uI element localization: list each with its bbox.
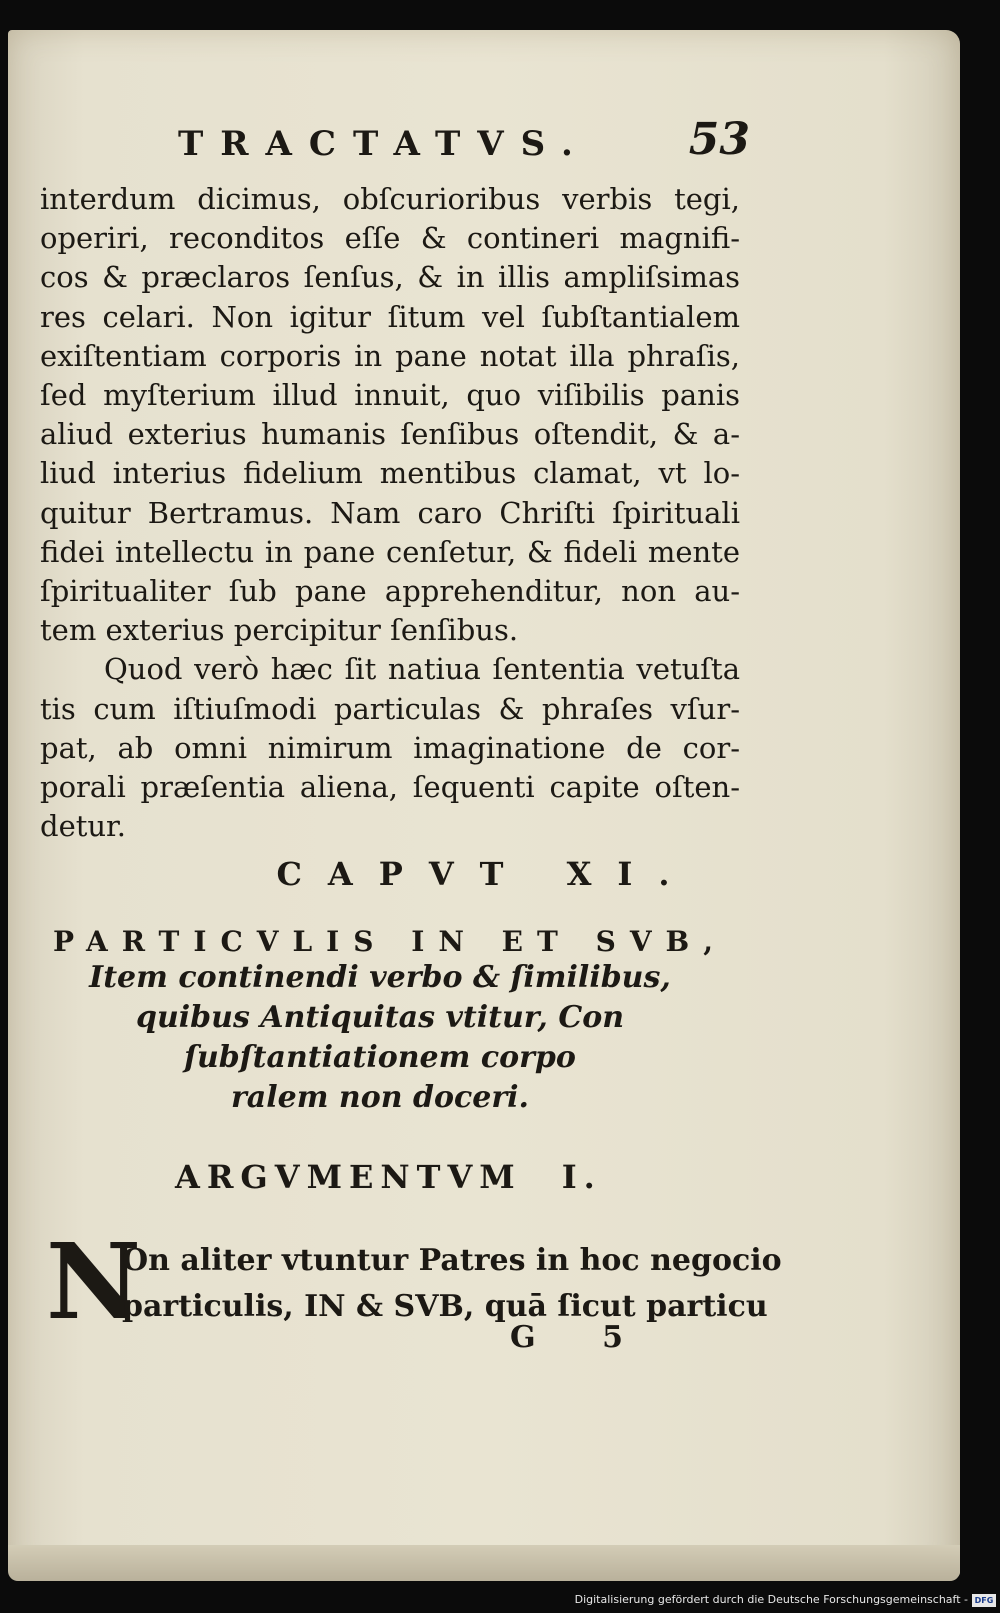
chapter-heading: CAPVT XI.	[276, 855, 696, 893]
text-line: quitur Bertramus. Nam caro Chriſti ſpirituali	[40, 495, 740, 530]
text-line: exiſtentiam corporis in pane notat illa phraſis,	[40, 338, 740, 373]
text-line: particulis, IN & SVB, quā ſicut particu	[122, 1289, 768, 1324]
drop-cap: N	[46, 1220, 142, 1343]
text-line: ſed myſterium illud innuit, quo viſibilis panis	[40, 378, 740, 413]
chapter-title-line: ſubſtantiationem corpo	[184, 1040, 576, 1075]
text-line: fidei intellectu in pane cenſetur, & fideli mente	[40, 534, 740, 569]
text-line: tem exterius percipitur ſenſibus.	[40, 613, 519, 648]
text-line: detur.	[40, 809, 126, 844]
chapter-title-caps: PARTICVLIS IN ET SVB,	[53, 925, 727, 958]
chapter-title	[0, 925, 760, 1118]
chapter-title-line: Item continendi verbo & ſimilibus,	[89, 960, 671, 995]
text-line: cos & præclaros ſenſus, & in illis ampliſsimas	[40, 260, 740, 295]
text-line: operiri, reconditos eſſe & contineri magnifi-	[40, 221, 740, 256]
text-line: pat, ab omni nimirum imaginatione de cor-	[40, 730, 740, 765]
chapter-title-line: ralem non doceri.	[231, 1080, 529, 1115]
text-line: porali præſentia aliena, ſequenti capite oſten-	[40, 770, 740, 805]
text-line: res celari. Non igitur ſitum vel ſubſtantialem	[40, 299, 740, 334]
text-line: ſpiritualiter ſub pane apprehenditur, non au-	[40, 574, 740, 609]
argument-paragraph	[122, 1238, 782, 1330]
page-bottom-edge	[8, 1545, 960, 1581]
argument-label: ARGVMENTVM	[175, 1158, 522, 1196]
chapter-title-line: quibus Antiquitas vtitur, Con	[135, 1000, 625, 1035]
text-line: liud interius fidelium mentibus clamat, vt lo-	[40, 456, 740, 491]
dfg-logo: DFG	[972, 1594, 996, 1607]
body-paragraph	[40, 180, 740, 846]
argument-heading	[175, 1158, 605, 1196]
text-line: aliud exterius humanis ſenſibus oſtendit, & a-	[40, 417, 740, 452]
running-title: TRACTATVS.	[178, 124, 590, 164]
text-line: Quod verò hæc ſit natiua ſententia vetuſta	[104, 652, 740, 687]
page-number: 53	[688, 114, 750, 165]
text-line: interdum dicimus, obſcurioribus verbis tegi,	[40, 182, 740, 216]
signature-mark: G 5	[510, 1320, 651, 1355]
argument-number: I.	[561, 1158, 602, 1196]
page-header	[160, 114, 750, 170]
digitization-credit: Digitalisierung gefördert durch die Deutsche Forschungsgemeinschaft -	[574, 1593, 968, 1606]
text-line: tis cum iſtiuſmodi particulas & phraſes vſur-	[40, 691, 740, 726]
text-line: On aliter vtuntur Patres in hoc negocio	[122, 1243, 782, 1278]
